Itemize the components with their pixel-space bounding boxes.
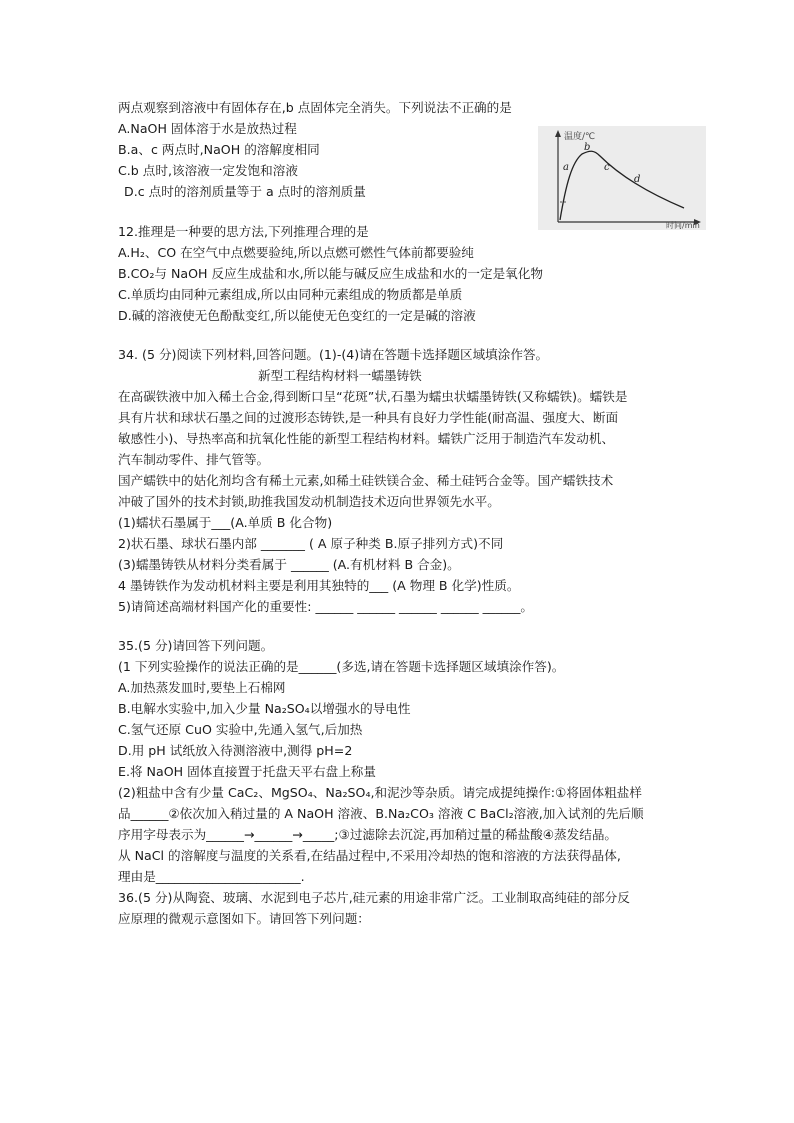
q11-option-c: C.b 点时,该溶液一定发饱和溶液 <box>118 163 298 178</box>
q34-stem: 34. (5 分)阅读下列材料,回答问题。(1)-(4)请在答题卡选择题区域填涂作答。 <box>118 347 549 362</box>
temperature-time-graph <box>538 126 706 230</box>
q34-para1-line3: 敏感性小)、导热率高和抗氧化性能的新型工程结构材料。蠕铁广泛用于制造汽车发动机、 <box>118 431 615 446</box>
q35-sub2-line3: 序用字母表示为______→______→_____;③过滤除去沉淀,再加稍过量的稀盐酸④蒸发结晶。 <box>118 827 618 842</box>
point-a-label: a <box>563 162 569 173</box>
q35-option-d: D.用 pH 试纸放入待测溶液中,测得 pH=2 <box>118 743 353 758</box>
y-axis-label: 温度/℃ <box>564 132 596 142</box>
q34-para2-line2: 冲破了国外的技术封锁,助推我国发动机制造技术迈向世界领先水平。 <box>118 494 500 509</box>
q35-option-a: A.加热蒸发皿时,要垫上石棉网 <box>118 680 286 695</box>
q34-para2-line1: 国产蠕铁中的姑化剂均含有稀土元素,如稀土硅铁镁合金、稀土硅钙合金等。国产蠕铁技术 <box>118 473 614 488</box>
q36-stem-line2: 应原理的微观示意图如下。请回答下列问题： <box>118 911 370 926</box>
q11-option-a: A.NaOH 固体溶于水是放热过程 <box>118 121 297 136</box>
q34-question-4: 4 墨铸铁作为发动机材料主要是利用其独特的___ (A 物理 B 化学)性质。 <box>118 578 520 593</box>
q35-sub2-line1: (2)粗盐中含有少量 CaC₂、MgSO₄、Na₂SO₄,和泥沙等杂质。请完成提纯操作:①将固体粗盐样 <box>118 785 642 800</box>
q35-option-c: C.氢气还原 CuO 实验中,先通入氢气,后加热 <box>118 722 363 737</box>
point-c-label: c <box>604 162 610 173</box>
q11-option-d: D.c 点时的溶剂质量等于 a 点时的溶剂质量 <box>124 184 366 199</box>
q35-sub2-line2: 品______②依次加入稍过量的 A NaOH 溶液、B.Na₂CO₃ 溶液 C BaCl₂溶液,加入试剂的先后顺 <box>118 806 644 821</box>
q35-option-b: B.电解水实验中,加入少量 Na₂SO₄以增强水的导电性 <box>118 701 411 716</box>
q34-question-1: (1)蠕状石墨属于___(A.单质 B 化合物) <box>118 515 333 530</box>
point-d-label: d <box>634 174 641 185</box>
q35-sub2-line4: 从 NaCl 的溶解度与温度的关系看,在结晶过程中,不采用冷却热的饱和溶液的方法获得晶体, <box>118 848 621 863</box>
q11-option-b: B.a、c 两点时,NaOH 的溶解度相同 <box>118 142 320 157</box>
q12-option-a: A.H₂、CO 在空气中点燃要验纯,所以点燃可燃性气体前都要验纯 <box>118 245 474 260</box>
q11-stem-tail: 两点观察到溶液中有固体存在,b 点固体完全消失。下列说法不正确的是 <box>118 100 512 115</box>
q34-question-5: 5)请简述高端材料国产化的重要性: ______ ______ ______ ______ ______。 <box>118 599 533 614</box>
q12-option-c: C.单质均由同种元素组成,所以由同种元素组成的物质都是单质 <box>118 287 463 302</box>
x-axis-label: 时间/min <box>666 221 700 230</box>
q12-stem: 12.推理是一种要的思方法,下列推理合理的是 <box>118 224 369 239</box>
q35-sub2-line5: 理由是_______________________. <box>118 869 305 884</box>
q35-option-e: E.将 NaOH 固体直接置于托盘天平右盘上称量 <box>118 764 376 779</box>
q34-question-3: (3)蠕墨铸铁从材料分类看属于 ______ (A.有机材料 B 合金)。 <box>118 557 460 572</box>
q34-para1-line4: 汽车制动零件、排气管等。 <box>118 452 270 467</box>
q35-sub1: (1 下列实验操作的说法正确的是______(多选,请在答题卡选择题区域填涂作答)。 <box>118 659 565 674</box>
q34-article-title: 新型工程结构材料一蠕墨铸铁 <box>258 368 422 383</box>
q34-para1-line1: 在高碳铁液中加入稀土合金,得到断口呈“花斑”状,石墨为蠕虫状蠕墨铸铁(又称蠕铁)。蠕铁是 <box>118 389 628 404</box>
q34-para1-line2: 具有片状和球状石墨之间的过渡形态铸铁,是一种具有良好力学性能(耐高温、强度大、断面 <box>118 410 619 425</box>
point-b-label: b <box>584 142 591 153</box>
q12-option-b: B.CO₂与 NaOH 反应生成盐和水,所以能与碱反应生成盐和水的一定是氧化物 <box>118 266 543 281</box>
q35-stem: 35.(5 分)请回答下列问题。 <box>118 638 274 653</box>
q36-stem-line1: 36.(5 分)从陶瓷、玻璃、水泥到电子芯片,硅元素的用途非常广泛。工业制取高纯硅的部分反 <box>118 890 630 905</box>
q34-question-2: 2)状石墨、球状石墨内部 _______ ( A 原子种类 B.原子排列方式)不同 <box>118 536 504 551</box>
q12-option-d: D.碱的溶液使无色酚酞变红,所以能使无色变红的一定是碱的溶液 <box>118 308 476 323</box>
